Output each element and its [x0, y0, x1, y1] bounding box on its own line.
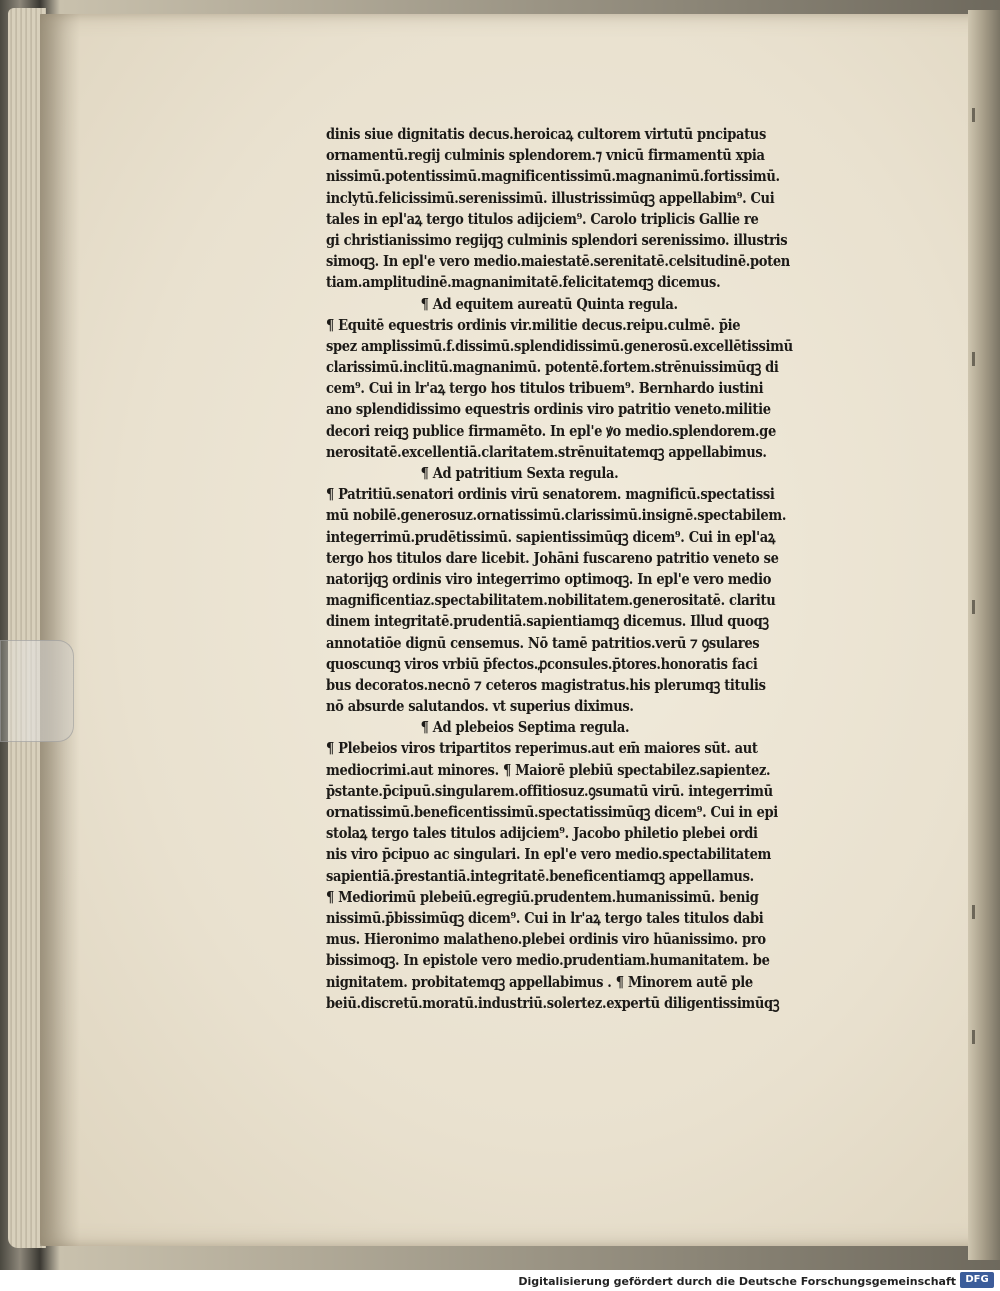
- text-line: nō absurde salutandos. vt superius diximus.: [326, 697, 634, 716]
- text-line: ¶ Plebeios viros tripartitos reperimus.aut em̄ maiores sūt. aut: [326, 739, 758, 758]
- section-heading: ¶ Ad patritium Sexta regula.: [420, 464, 619, 482]
- binding-stitch: [972, 1030, 975, 1044]
- text-line: ornatissimū.beneficentissimū.spectatissimūqꝫ dicem⁹. Cui in epi: [326, 803, 778, 821]
- dfg-logo: DFG: [960, 1272, 994, 1288]
- text-line: simoqꝫ. In epl'e vero medio.maiestatē.serenitatē.celsitudinē.poten: [326, 252, 790, 271]
- text-line: dinem integritatē.prudentiā.sapientiamqꝫ dicemus. Illud quoqꝫ: [326, 612, 769, 631]
- text-line: nissimū.potentissimū.magnificentissimū.magnanimū.fortissimū.: [326, 167, 780, 186]
- text-line: nignitatem. probitatemqꝫ appellabimus . ¶ Minorem autē ple: [326, 972, 753, 991]
- gutter-shadow: [40, 14, 80, 1246]
- section-heading: ¶ Ad equitem aureatū Quinta regula.: [420, 294, 678, 313]
- text-line: gi christianissimo regijqꝫ culminis splendori serenissimo. illustris: [326, 230, 788, 249]
- text-line: annotatiōe dignū censemus. Nō tamē patritios.verū ⁊ ꝯsulares: [326, 633, 760, 652]
- text-line: bissimoqꝫ. In epistole vero medio.prudentiam.humanitatem. be: [326, 951, 770, 970]
- text-line: p̄stante.p̄cipuū.singularem.offitiosuz.ꝯsumatū virū. integerrimū: [326, 781, 773, 800]
- text-line: inclytū.felicissimū.serenissimū. illustrissimūqꝫ appellabim⁹. Cui: [326, 188, 775, 207]
- text-line: mediocrimi.aut minores. ¶ Maiorē plebiū spectabilez.sapientez.: [326, 760, 771, 779]
- text-line: bus decoratos.necnō ⁊ ceteros magistratus.his plerumqꝫ titulis: [326, 675, 766, 694]
- text-line: tergo hos titulos dare licebit. Johāni fuscareno patritio veneto se: [326, 548, 779, 567]
- text-line: mus. Hieronimo malatheno.plebei ordinis viro hūanissimo. pro: [326, 930, 766, 949]
- text-line: nis viro p̄cipuo ac singulari. In epl'e vero medio.spectabilitatem: [326, 845, 772, 864]
- text-line: quoscunqꝫ viros vrbiū p̄fectos.ꝓconsules.p̄tores.honoratis faci: [326, 654, 758, 673]
- text-line: ¶ Equitē equestris ordinis vir.militie decus.reipu.culmē. p̄ie: [326, 315, 741, 334]
- text-line: ¶ Mediorimū plebeiū.egregiū.prudentem.humanissimū. benig: [326, 887, 759, 906]
- text-line: ¶ Patritiū.senatori ordinis virū senatorem. magnificū.spectatissi: [326, 485, 775, 504]
- binding-stitch: [972, 905, 975, 919]
- section-heading: ¶ Ad plebeios Septima regula.: [420, 718, 630, 737]
- text-line: nerositatē.excellentiā.claritatem.strēnuitatemqꝫ appellabimus.: [326, 442, 767, 461]
- funding-credit: Digitalisierung gefördert durch die Deutsche Forschungsgemeinschaft: [518, 1275, 956, 1288]
- text-line: stolaꝝ tergo tales titulos adijciem⁹. Jacobo philetio plebei ordi: [326, 824, 758, 843]
- text-line: tiam.amplitudinē.magnanimitatē.felicitatemqꝫ dicemus.: [326, 273, 721, 292]
- text-line: nissimū.p̄bissimūqꝫ dicem⁹. Cui in lr'aꝝ tergo tales titulos dabi: [326, 908, 764, 927]
- text-line: clarissimū.inclitū.magnanimū. potentē.fortem.strēnuissimūqꝫ di: [326, 358, 779, 377]
- page-clip: [0, 640, 74, 742]
- text-line: magnificentiaz.spectabilitatem.nobilitatem.generositatē. claritu: [326, 591, 776, 610]
- text-line: tales in epl'aꝝ tergo titulos adijciem⁹. Carolo triplicis Gallie re: [326, 209, 759, 228]
- right-page-edge: [968, 10, 1000, 1260]
- text-line: sapientiā.p̄restantiā.integritatē.beneficentiamqꝫ appellamus.: [326, 866, 754, 885]
- text-line: natorijqꝫ ordinis viro integerrimo optimoqꝫ. In epl'e vero medio: [326, 569, 772, 588]
- text-line: ornamentū.regij culminis splendorem.⁊ vnicū firmamentū xpia: [326, 146, 765, 165]
- text-line: beiū.discretū.moratū.industriū.solertez.expertū diligentissimūqꝫ: [326, 993, 780, 1012]
- binding-stitch: [972, 108, 975, 122]
- text-line: decori reiqꝫ publice firmamēto. In epl'e ꝟo medio.splendorem.ge: [326, 421, 776, 440]
- printed-text-block: [326, 124, 885, 1014]
- binding-stitch: [972, 600, 975, 614]
- text-line: integerrimū.prudētissimū. sapientissimūqꝫ dicem⁹. Cui in epl'aꝝ: [326, 527, 776, 546]
- text-line: mū nobilē.generosuz.ornatissimū.clarissimū.insignē.spectabilem.: [326, 506, 787, 525]
- text-line: spez amplissimū.f.dissimū.splendidissimū.generosū.excellētissimū: [326, 336, 793, 355]
- text-line: ano splendidissimo equestris ordinis viro patritio veneto.militie: [326, 400, 771, 419]
- text-line: cem⁹. Cui in lr'aꝝ tergo hos titulos tribuem⁹. Bernhardo iustini: [326, 379, 764, 398]
- binding-stitch: [972, 352, 975, 366]
- text-line: dinis siue dignitatis decus.heroicaꝝ cultorem virtutū pncipatus: [326, 125, 766, 143]
